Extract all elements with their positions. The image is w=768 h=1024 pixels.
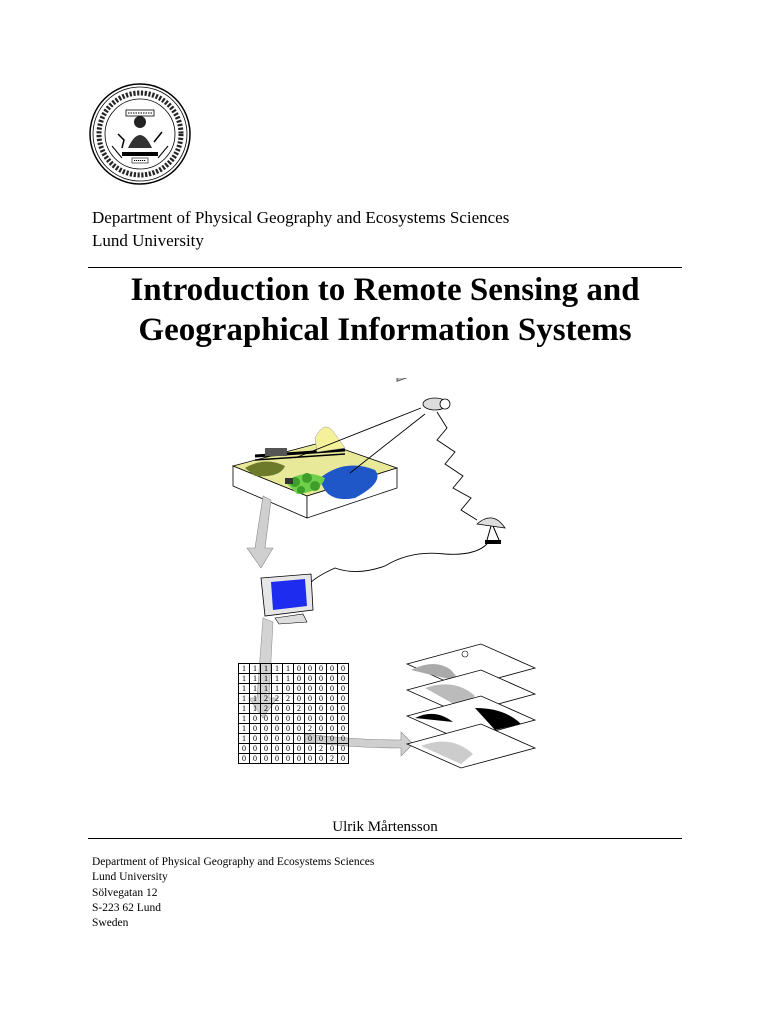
raster-grid-cell: 0 (283, 724, 294, 734)
raster-grid-cell: 1 (261, 684, 272, 694)
header-affiliation (92, 206, 692, 252)
raster-grid-cell: 0 (305, 684, 316, 694)
raster-grid-cell: 0 (272, 744, 283, 754)
raster-grid-cell: 0 (327, 724, 338, 734)
raster-grid-row (239, 664, 349, 674)
raster-grid-cell: 0 (272, 704, 283, 714)
header-department: Department of Physical Geography and Ecosystems Sciences (92, 208, 510, 227)
raster-grid-cell: 0 (305, 694, 316, 704)
raster-grid-cell: 1 (250, 664, 261, 674)
raster-grid-cell: 1 (239, 684, 250, 694)
raster-grid-cell: 0 (338, 744, 349, 754)
raster-grid-cell: 0 (316, 714, 327, 724)
title-line-1: Introduction to Remote Sensing and (130, 272, 640, 308)
raster-grid-cell: 0 (294, 694, 305, 704)
address-department: Department of Physical Geography and Ecosystems Sciences (92, 856, 375, 868)
raster-grid-cell: 0 (327, 734, 338, 744)
raster-grid-cell: 1 (250, 684, 261, 694)
raster-grid-cell: 0 (294, 734, 305, 744)
raster-grid-cell: 1 (250, 704, 261, 714)
raster-grid-cell: 0 (338, 664, 349, 674)
raster-grid-cell: 1 (250, 694, 261, 704)
raster-grid-cell: 0 (294, 714, 305, 724)
raster-grid-cell: 1 (283, 674, 294, 684)
raster-grid-cell: 0 (294, 744, 305, 754)
raster-grid-cell: 0 (327, 674, 338, 684)
raster-grid-cell: 1 (239, 664, 250, 674)
raster-grid-cell: 0 (272, 714, 283, 724)
raster-grid-cell: 1 (239, 724, 250, 734)
raster-grid-cell: 0 (316, 754, 327, 764)
raster-grid-cell: 0 (316, 724, 327, 734)
computer (261, 574, 313, 624)
raster-grid-cell: 0 (316, 664, 327, 674)
raster-grid-cell: 0 (327, 684, 338, 694)
raster-grid-cell: 0 (327, 744, 338, 754)
raster-grid-cell: 0 (338, 724, 349, 734)
raster-grid-cell: 2 (294, 704, 305, 714)
raster-grid-cell: 0 (272, 724, 283, 734)
satellite (397, 378, 451, 410)
raster-grid-cell: 0 (338, 734, 349, 744)
raster-grid-cell: 0 (305, 674, 316, 684)
raster-grid (238, 663, 349, 764)
raster-grid-cell: 2 (261, 694, 272, 704)
raster-grid-cell: 1 (272, 674, 283, 684)
raster-grid-cell: 0 (283, 684, 294, 694)
raster-grid-cell: 0 (294, 664, 305, 674)
raster-grid-cell: 0 (294, 754, 305, 764)
raster-grid-cell: 2 (327, 754, 338, 764)
raster-grid-row (239, 734, 349, 744)
raster-grid-cell: 0 (239, 754, 250, 764)
document-title (88, 270, 682, 350)
raster-grid-cell: 0 (316, 704, 327, 714)
raster-grid-cell: 0 (261, 744, 272, 754)
raster-grid-cell: 0 (338, 684, 349, 694)
raster-grid-cell: 0 (338, 704, 349, 714)
raster-grid-cell: 0 (261, 734, 272, 744)
raster-grid-cell: 0 (250, 754, 261, 764)
raster-grid-cell: 1 (239, 704, 250, 714)
raster-grid-cell: 0 (283, 704, 294, 714)
raster-grid-cell: 1 (250, 674, 261, 684)
raster-grid-cell: 1 (239, 694, 250, 704)
raster-grid-cell: 0 (327, 714, 338, 724)
raster-grid-cell: 0 (250, 724, 261, 734)
raster-grid-cell: 0 (305, 714, 316, 724)
landscape-block (233, 427, 397, 518)
raster-grid-cell: 0 (283, 714, 294, 724)
raster-grid-cell: 1 (272, 664, 283, 674)
university-seal (88, 82, 192, 186)
raster-grid-cell: 0 (283, 744, 294, 754)
raster-grid-cell: 0 (305, 754, 316, 764)
bottom-rule (88, 838, 682, 839)
raster-grid-row (239, 754, 349, 764)
raster-grid-cell: 1 (283, 664, 294, 674)
raster-grid-cell: 1 (261, 664, 272, 674)
raster-grid-cell: 0 (338, 714, 349, 724)
raster-grid-cell: 0 (250, 734, 261, 744)
raster-grid-cell: 0 (327, 694, 338, 704)
address-block (92, 855, 512, 931)
address-street: Sölvegatan 12 (92, 886, 158, 899)
raster-grid-cell: 1 (272, 684, 283, 694)
raster-grid-cell: 0 (272, 754, 283, 764)
author-name: Ulrik Mårtensson (332, 819, 438, 835)
raster-grid-cell: 0 (338, 754, 349, 764)
map-layers (407, 644, 535, 768)
raster-grid-cell: 1 (239, 714, 250, 724)
raster-grid-cell: 0 (327, 704, 338, 714)
raster-grid-cell: 0 (316, 694, 327, 704)
raster-grid-row (239, 694, 349, 704)
satellite-dish (477, 518, 505, 544)
raster-grid-cell: 0 (338, 694, 349, 704)
raster-grid-cell: 0 (261, 724, 272, 734)
raster-grid-cell: 0 (327, 664, 338, 674)
raster-grid-cell: 0 (261, 714, 272, 724)
raster-grid-cell: 0 (283, 734, 294, 744)
raster-grid-cell: 0 (239, 744, 250, 754)
raster-grid-cell: 0 (305, 744, 316, 754)
raster-grid-row (239, 744, 349, 754)
raster-grid-row (239, 704, 349, 714)
raster-grid-cell: 1 (239, 674, 250, 684)
raster-grid-row (239, 724, 349, 734)
raster-grid-cell: 1 (261, 674, 272, 684)
address-country: Sweden (92, 917, 129, 930)
raster-grid-row (239, 674, 349, 684)
raster-grid-cell: 0 (316, 734, 327, 744)
title-line-2: Geographical Information Systems (138, 312, 632, 348)
raster-grid-cell: 2 (316, 744, 327, 754)
address-postcode: S-223 62 Lund (92, 901, 161, 914)
raster-grid-cell: 0 (294, 724, 305, 734)
raster-grid-cell: 0 (294, 674, 305, 684)
raster-grid-cell: 0 (250, 714, 261, 724)
raster-grid-cell: 0 (316, 674, 327, 684)
raster-grid-cell: 0 (305, 664, 316, 674)
raster-grid-cell: 0 (283, 754, 294, 764)
raster-grid-cell: 0 (250, 744, 261, 754)
raster-grid-cell: 1 (239, 734, 250, 744)
raster-grid-cell: 0 (305, 704, 316, 714)
raster-grid-cell: 0 (294, 684, 305, 694)
raster-grid-cell: 2 (272, 694, 283, 704)
header-university: Lund University (92, 231, 204, 250)
raster-grid-cell: 0 (261, 754, 272, 764)
address-university: Lund University (92, 871, 168, 884)
raster-grid-cell: 2 (261, 704, 272, 714)
raster-grid-cell: 0 (338, 674, 349, 684)
raster-grid-cell: 0 (305, 734, 316, 744)
raster-grid-cell: 0 (272, 734, 283, 744)
top-rule (88, 267, 682, 268)
raster-grid-row (239, 714, 349, 724)
raster-grid-cell: 0 (316, 684, 327, 694)
raster-grid-row (239, 684, 349, 694)
raster-grid-cell: 2 (283, 694, 294, 704)
raster-grid-cell: 2 (305, 724, 316, 734)
